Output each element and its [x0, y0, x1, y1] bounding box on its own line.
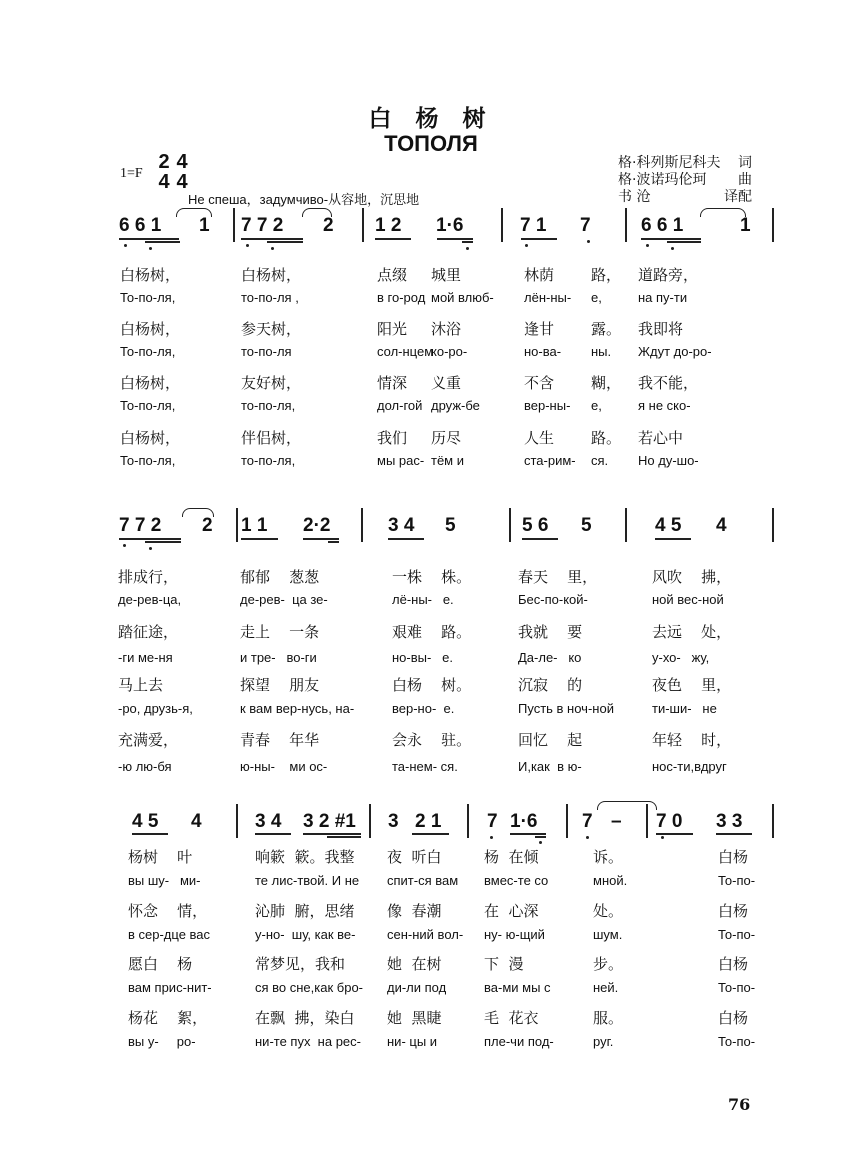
lyric-russian: я не ско-: [638, 398, 691, 413]
note-group: 5 6: [522, 515, 549, 536]
page-number: 76: [728, 1095, 751, 1114]
lyric-chinese: 步。: [593, 955, 624, 973]
lyric-chinese: 林荫: [524, 266, 555, 284]
bar-line: [625, 208, 627, 242]
lyric-chinese: 踏征途，: [118, 623, 179, 641]
lyric-chinese: 会永 驻。: [392, 731, 472, 749]
lyric-chinese: 露。: [591, 320, 622, 338]
lyric-chinese: 糊，: [591, 374, 622, 392]
bar-line: [233, 208, 235, 242]
lyric-chinese: 艰难 路。: [392, 623, 472, 641]
lyric-russian: ю-ны- ми ос-: [240, 759, 328, 774]
note-group: 2: [202, 515, 213, 536]
lyric-chinese: 沉寂 的: [518, 676, 583, 694]
lyric-chinese: 不含: [524, 374, 555, 392]
bar-line: [772, 804, 774, 838]
lyric-russian: дол-гой: [377, 398, 423, 413]
lyric-russian: То-по-ля,: [120, 453, 176, 468]
lyric-russian: ся во сне,как бро-: [255, 980, 364, 995]
note-group: 4: [716, 515, 727, 536]
lyric-russian: ны.: [591, 344, 612, 359]
note-group: 6 6 1: [641, 215, 684, 236]
lyric-russian: те лис-твой. И не: [255, 873, 360, 888]
note-group: 7: [487, 811, 498, 832]
credit-composer: 格·波诺玛伦珂 曲: [618, 172, 752, 188]
lyric-russian: де-рев- ца зе-: [240, 592, 328, 607]
note-group: 3 4: [388, 515, 415, 536]
note-group: 4 5: [132, 811, 159, 832]
lyric-chinese: 义重: [431, 374, 462, 392]
lyric-chinese: 沐浴: [431, 320, 462, 338]
lyric-chinese: 服。: [593, 1009, 624, 1027]
note-group: 7 1: [520, 215, 547, 236]
lyric-russian: шум.: [593, 927, 623, 942]
lyric-russian: и тре- во-ги: [240, 650, 317, 665]
lyric-chinese: 愿白 杨: [128, 955, 193, 973]
note-group: 3 4: [255, 811, 282, 832]
lyric-chinese: 郁郁 葱葱: [240, 568, 320, 586]
bar-line: [501, 208, 503, 242]
lyric-chinese: 排成行，: [118, 568, 179, 586]
bar-line: [772, 208, 774, 242]
lyric-russian: То-по-ля,: [120, 398, 176, 413]
lyric-russian: мой влюб-: [431, 290, 494, 305]
bar-line: [369, 804, 371, 838]
lyric-chinese: 白杨树，: [120, 266, 181, 284]
lyric-russian: То-по-: [718, 980, 756, 995]
lyric-russian: но-вы- е.: [392, 650, 453, 665]
credit-translator: 书 沧 译配: [618, 189, 752, 205]
lyric-chinese: 白杨 树。: [392, 676, 472, 694]
note-group: 5: [581, 515, 592, 536]
lyric-russian: тём и: [431, 453, 464, 468]
lyric-chinese: 我就 要: [518, 623, 583, 641]
lyric-chinese: 杨树 叶: [128, 848, 193, 866]
lyric-russian: руг.: [593, 1034, 614, 1049]
lyric-chinese: 探望 朋友: [240, 676, 320, 694]
lyric-russian: То-по-: [718, 873, 756, 888]
note-group: 4: [191, 811, 202, 832]
lyric-russian: лён-ны-: [524, 290, 572, 305]
lyric-russian: то-по-ля ,: [241, 290, 299, 305]
lyric-chinese: 白杨树，: [120, 374, 181, 392]
lyric-russian: то-по-ля,: [241, 398, 296, 413]
lyric-russian: ва-ми мы с: [484, 980, 551, 995]
lyric-russian: то-по-ля,: [241, 453, 296, 468]
lyric-russian: у-но- шу, как ве-: [255, 927, 356, 942]
lyric-chinese: 人生: [524, 429, 555, 447]
lyric-russian: вер-но- е.: [392, 701, 455, 716]
lyric-russian: е,: [591, 290, 602, 305]
lyric-chinese: 逢甘: [524, 320, 555, 338]
lyric-russian: в го-род: [377, 290, 426, 305]
lyric-chinese: 我即将: [638, 320, 684, 338]
lyric-chinese: 下 漫: [484, 955, 524, 973]
lyric-russian: ти-ши- не: [652, 701, 717, 716]
lyric-russian: нос-ти,вдруг: [652, 759, 727, 774]
bar-line: [625, 508, 627, 542]
lyric-russian: к вам вер-нусь, на-: [240, 701, 355, 716]
note-group: 5: [445, 515, 456, 536]
lyric-russian: сен-ний вол-: [387, 927, 464, 942]
lyric-chinese: 伴侣树，: [241, 429, 302, 447]
lyric-chinese: 若心中: [638, 429, 684, 447]
lyric-chinese: 处。: [593, 902, 624, 920]
bar-line: [362, 208, 364, 242]
note-group: 2·2: [303, 515, 331, 536]
lyric-chinese: 点缀: [377, 266, 408, 284]
bar-line: [361, 508, 363, 542]
lyric-chinese: 路。: [591, 429, 622, 447]
lyric-russian: та-нем- ся.: [392, 759, 458, 774]
lyric-russian: мной.: [593, 873, 628, 888]
lyric-chinese: 她 在树: [387, 955, 442, 973]
lyric-chinese: 年轻 时，: [652, 731, 732, 749]
lyric-russian: ди-ли под: [387, 980, 447, 995]
lyric-russian: вер-ны-: [524, 398, 571, 413]
lyric-russian: спит-ся вам: [387, 873, 459, 888]
lyric-chinese: 青春 年华: [240, 731, 320, 749]
lyric-russian: де-рев-ца,: [118, 592, 182, 607]
lyric-chinese: 一株 株。: [392, 568, 472, 586]
lyric-chinese: 白杨树，: [241, 266, 302, 284]
lyric-russian: у-хо- жу,: [652, 650, 710, 665]
note-group: 7 7 2: [241, 215, 284, 236]
bar-line: [566, 804, 568, 838]
time-signature-4-4: 4 4: [176, 151, 188, 193]
lyric-russian: И,как в ю-: [518, 759, 582, 774]
lyric-chinese: 道路旁，: [638, 266, 699, 284]
note-group: 1·6: [436, 215, 464, 236]
lyric-russian: ко-ро-: [431, 344, 468, 359]
note-group: 1: [740, 215, 751, 236]
lyric-russian: Да-ле- ко: [518, 650, 582, 665]
lyric-russian: в сер-дце вас: [128, 927, 211, 942]
lyric-chinese: 风吹 拂，: [652, 568, 732, 586]
lyric-russian: на пу-ти: [638, 290, 688, 305]
lyric-chinese: 友好树，: [241, 374, 302, 392]
note-group: 4 5: [655, 515, 682, 536]
lyric-russian: Ждут до-ро-: [638, 344, 712, 359]
lyric-chinese: 响簌 簌。我整: [255, 848, 355, 866]
lyric-russian: -ю лю-бя: [118, 759, 172, 774]
lyric-chinese: 我不能，: [638, 374, 699, 392]
lyric-russian: пле-чи под-: [484, 1034, 554, 1049]
lyric-russian: Бес-по-кой-: [518, 592, 588, 607]
lyric-russian: Пусть в ноч-ной: [518, 701, 614, 716]
lyric-chinese: 在飘 拂，染白: [255, 1009, 355, 1027]
lyric-russian: Но ду-шо-: [638, 453, 699, 468]
bar-line: [772, 508, 774, 542]
lyric-russian: ста-рим-: [524, 453, 576, 468]
bar-line: [509, 508, 511, 542]
lyric-russian: ни-те пух на рес-: [255, 1034, 361, 1049]
lyric-russian: ну- ю-щий: [484, 927, 545, 942]
lyric-russian: ся.: [591, 453, 609, 468]
lyric-chinese: 回忆 起: [518, 731, 583, 749]
lyric-chinese: 像 春潮: [387, 902, 442, 920]
lyric-chinese: 去远 处，: [652, 623, 732, 641]
lyric-russian: То-по-ля,: [120, 290, 176, 305]
note-group: 7: [582, 811, 593, 832]
lyric-chinese: 阳光: [377, 320, 408, 338]
lyric-chinese: 我们: [377, 429, 408, 447]
credit-lyricist: 格·科列斯尼科夫 词: [618, 155, 752, 171]
lyric-russian: -ро, друзь-я,: [118, 701, 193, 716]
lyric-russian: То-по-: [718, 1034, 756, 1049]
note-group: 7 0: [656, 811, 683, 832]
lyric-chinese: 充满爱，: [118, 731, 179, 749]
lyric-russian: -ги ме-ня: [118, 650, 173, 665]
lyric-chinese: 城里: [431, 266, 462, 284]
note-group: 7 7 2: [119, 515, 162, 536]
lyric-chinese: 怀念 情，: [128, 902, 208, 920]
note-group: 1 1: [241, 515, 268, 536]
lyric-chinese: 杨 在倾: [484, 848, 539, 866]
note-group: 2 1: [415, 811, 442, 832]
note-group: 3 3: [716, 811, 743, 832]
lyric-russian: мы рас-: [377, 453, 425, 468]
lyric-russian: лё-ны- е.: [392, 592, 454, 607]
note-group: 6 6 1: [119, 215, 162, 236]
note-group: –: [611, 811, 622, 832]
lyric-russian: то-по-ля: [241, 344, 292, 359]
lyric-chinese: 杨花 絮，: [128, 1009, 208, 1027]
title-chinese: 白 杨 树: [368, 105, 494, 132]
note-group: 3: [388, 811, 399, 832]
note-group: 2: [323, 215, 334, 236]
lyric-chinese: 春天 里，: [518, 568, 598, 586]
lyric-chinese: 白杨: [718, 902, 749, 920]
note-group: 7: [580, 215, 591, 236]
lyric-russian: друж-бе: [431, 398, 480, 413]
lyric-chinese: 历尽: [431, 429, 462, 447]
lyric-russian: ной вес-ной: [652, 592, 724, 607]
lyric-russian: вы у- ро-: [128, 1034, 196, 1049]
lyric-chinese: 在 心深: [484, 902, 539, 920]
lyric-russian: ни- цы и: [387, 1034, 438, 1049]
bar-line: [236, 804, 238, 838]
lyric-chinese: 她 黑睫: [387, 1009, 442, 1027]
tempo-marking: Не спеша，задумчиво-从容地，沉思地: [188, 192, 420, 207]
lyric-chinese: 情深: [377, 374, 408, 392]
lyric-chinese: 常梦见，我和: [255, 955, 346, 973]
title-russian: ТОПОЛЯ: [384, 131, 478, 156]
bar-line: [236, 508, 238, 542]
lyric-chinese: 白杨树，: [120, 320, 181, 338]
lyric-chinese: 夜色 里，: [652, 676, 732, 694]
lyric-chinese: 参天树，: [241, 320, 302, 338]
lyric-chinese: 白杨树，: [120, 429, 181, 447]
note-group: 1 2: [375, 215, 402, 236]
lyric-russian: сол-нцем: [377, 344, 434, 359]
lyric-chinese: 白杨: [718, 955, 749, 973]
note-group: 1: [199, 215, 210, 236]
lyric-chinese: 夜 听白: [387, 848, 442, 866]
lyric-russian: ней.: [593, 980, 619, 995]
lyric-chinese: 沁肺 腑，思绪: [255, 902, 355, 920]
lyric-chinese: 路，: [591, 266, 622, 284]
bar-line: [467, 804, 469, 838]
time-signature-2-4: 2 4: [158, 151, 170, 193]
lyric-russian: вмес-те со: [484, 873, 549, 888]
lyric-chinese: 诉。: [593, 848, 624, 866]
lyric-chinese: 毛 花衣: [484, 1009, 539, 1027]
lyric-chinese: 马上去: [118, 676, 164, 694]
key-signature: 1=F: [120, 166, 143, 181]
note-group: 3 2 #1: [303, 811, 356, 832]
lyric-chinese: 走上 一条: [240, 623, 320, 641]
lyric-chinese: 白杨: [718, 848, 749, 866]
lyric-russian: То-по-ля,: [120, 344, 176, 359]
lyric-russian: То-по-: [718, 927, 756, 942]
lyric-chinese: 白杨: [718, 1009, 749, 1027]
lyric-russian: вам прис-нит-: [128, 980, 212, 995]
lyric-russian: но-ва-: [524, 344, 562, 359]
note-group: 1·6: [510, 811, 538, 832]
lyric-russian: вы шу- ми-: [128, 873, 201, 888]
lyric-russian: е,: [591, 398, 602, 413]
